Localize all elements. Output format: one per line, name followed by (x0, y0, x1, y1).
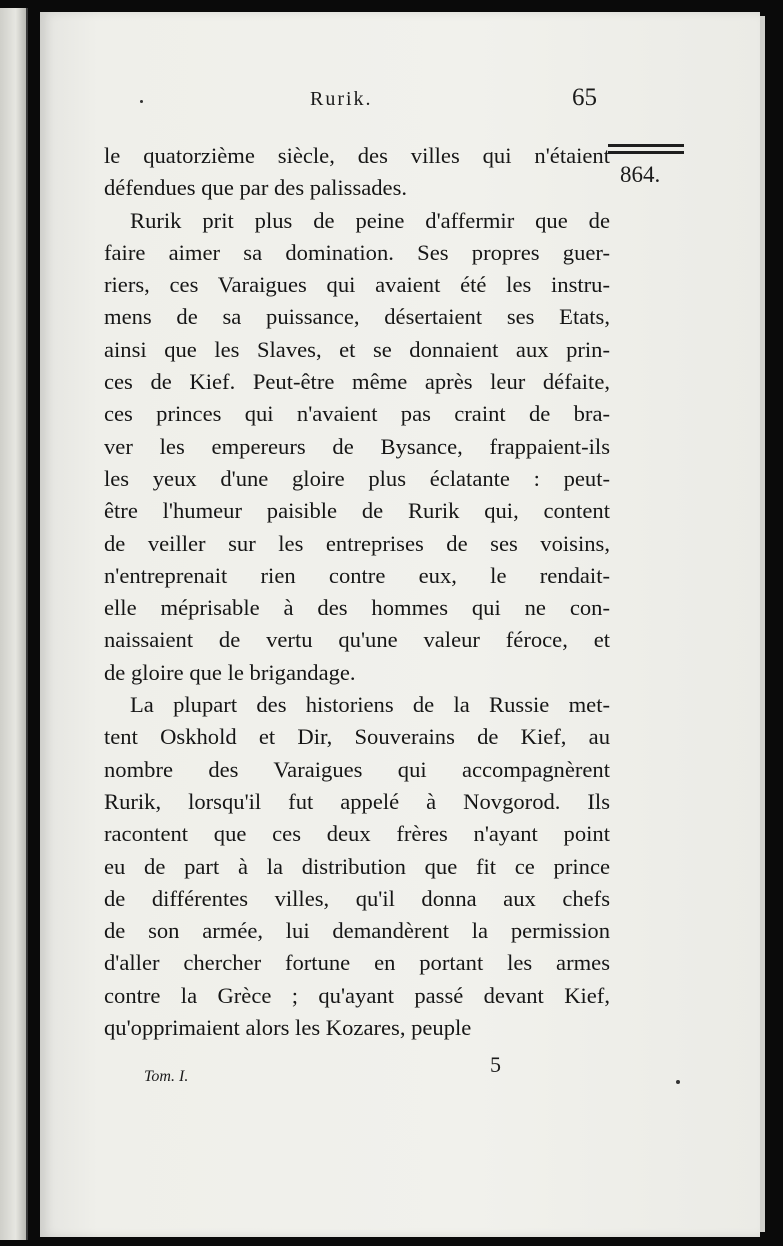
book-page (40, 12, 760, 1237)
text-line: riers, ces Varaigues qui avaient été les instru- (104, 272, 610, 298)
text-line: de différentes villes, qu'il donna aux chefs (104, 885, 610, 911)
body-text (104, 140, 610, 1044)
text-line: contre la Grèce ; qu'ayant passé devant Kief, (104, 982, 610, 1008)
text-line: nombre des Varaigues qui accompagnèrent (104, 756, 610, 782)
text-line: elle méprisable à des hommes qui ne con- (104, 595, 610, 621)
text-line: d'aller chercher fortune en portant les armes (104, 950, 610, 976)
text-line: le quatorzième siècle, des villes qui n'étaient (104, 143, 610, 168)
text-line: les yeux d'une gloire plus éclatante : peut- (104, 465, 610, 491)
text-line: défendues que par des palissades. (104, 175, 408, 201)
page-number: 65 (572, 84, 597, 111)
page-right-edge (760, 16, 765, 1232)
margin-rule-top (608, 144, 684, 147)
text-line: ver les empereurs de Bysance, frappaient-ils (104, 433, 610, 459)
margin-rule-bottom (608, 151, 684, 154)
text-line: ainsi que les Slaves, et se donnaient aux prin- (104, 336, 610, 362)
previous-page-edge (0, 8, 28, 1240)
text-line: n'entreprenait rien contre eux, le rendait- (104, 562, 610, 588)
volume-signature: Tom. I. (144, 1068, 189, 1085)
text-line: racontent que ces deux frères n'ayant point (104, 821, 610, 847)
text-line: de son armée, lui demandèrent la permission (104, 918, 610, 944)
text-line: Rurik prit plus de peine d'affermir que de (130, 207, 610, 233)
margin-year-note: 864. (620, 162, 661, 187)
text-line: qu'opprimaient alors les Kozares, peuple (104, 1015, 472, 1041)
text-line: naissaient de vertu qu'une valeur féroce, et (104, 627, 610, 653)
text-line: faire aimer sa domination. Ses propres guer- (104, 239, 610, 265)
text-line: La plupart des historiens de la Russie met- (130, 692, 610, 718)
text-line: ces princes qui n'avaient pas craint de bra- (104, 401, 610, 427)
text-line: de veiller sur les entreprises de ses voisins, (104, 530, 610, 556)
running-title: Rurik. (310, 88, 373, 110)
page-header (40, 84, 760, 118)
paper-speck (140, 100, 143, 103)
text-line: tent Oskhold et Dir, Souverains de Kief, au (104, 724, 610, 750)
text-line: eu de part à la distribution que fit ce prince (104, 853, 610, 879)
text-line: ces de Kief. Peut-être même après leur défaite, (104, 369, 610, 395)
page-footer (40, 1052, 760, 1092)
text-line: Rurik, lorsqu'il fut appelé à Novgorod. Ils (104, 788, 610, 814)
gathering-signature: 5 (490, 1052, 501, 1077)
text-line: de gloire que le brigandage. (104, 659, 356, 685)
text-line: mens de sa puissance, désertaient ses Etats, (104, 304, 610, 330)
text-line: être l'humeur paisible de Rurik qui, content (104, 498, 610, 524)
